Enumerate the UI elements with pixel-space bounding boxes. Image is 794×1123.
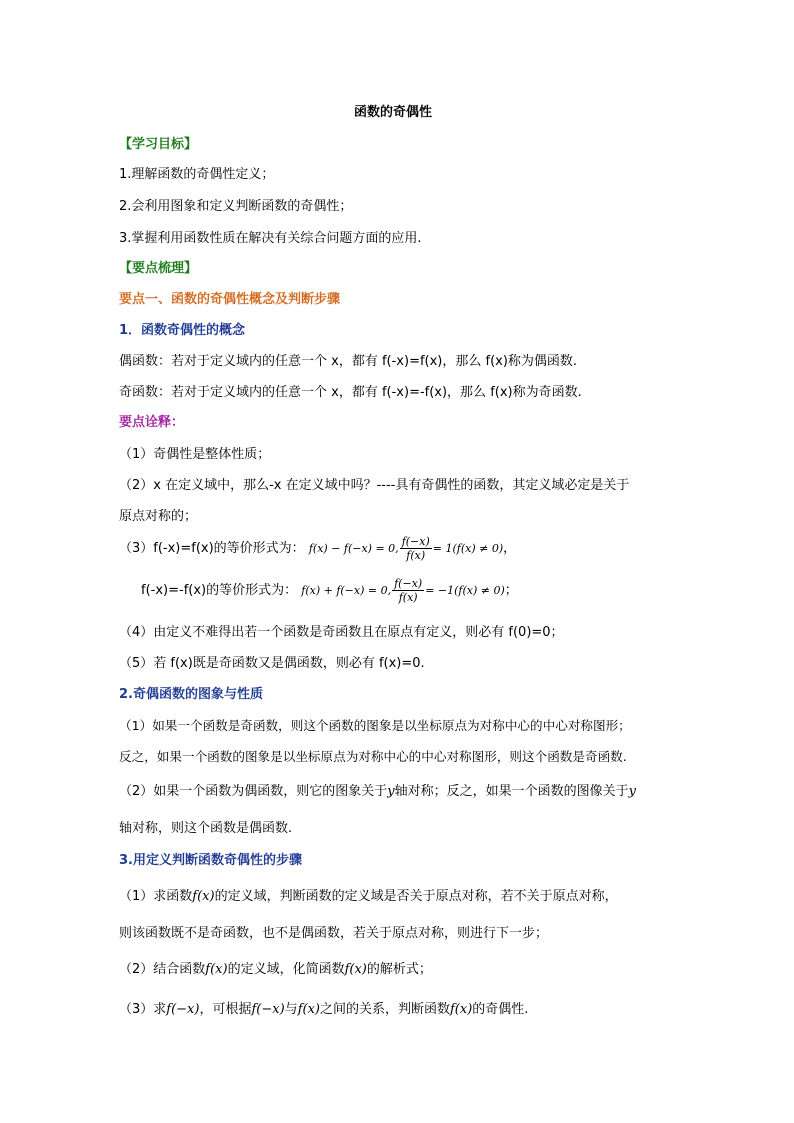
fraction-denominator: f(x): [406, 549, 426, 562]
note-5: （5）若 f(x)既是奇函数又是偶函数，则必有 f(x)=0.: [119, 656, 425, 671]
section-heading-goals: 【学习目标】: [119, 137, 198, 152]
note-2-line-2: 原点对称的；: [119, 509, 198, 524]
step-1-line-2: 则该函数既不是奇函数，也不是偶函数，若关于原点对称，则进行下一步；: [119, 926, 549, 941]
step-1-text-post: 的定义域，判断函数的定义域是否关于原点对称，若不关于原点对称，: [214, 889, 618, 904]
key-point-1-heading: 要点一、函数的奇偶性概念及判断步骤: [119, 292, 341, 307]
note-2-line-1: （2）x 在定义域中，那么-x 在定义域中吗？----具有奇偶性的函数，其定义域必定是关于: [119, 478, 630, 493]
equation-even-difference: f(x) − f(−x) = 0,: [308, 542, 399, 555]
even-function-definition: 偶函数：若对于定义域内的任意一个 x，都有 f(-x)=f(x)，那么 f(x)称为偶函数.: [119, 354, 578, 369]
graph-point-2-line-1: [119, 783, 636, 801]
page-title: 函数的奇偶性: [354, 105, 433, 120]
math-f-neg-x: f(−x): [251, 1002, 285, 1017]
fraction-numerator: f(−x): [401, 535, 430, 548]
graph-point-2-line-2: 轴对称，则这个函数是偶函数.: [119, 821, 293, 836]
step-3-text-post: 的奇偶性.: [472, 1002, 529, 1017]
step-3: [119, 1001, 528, 1019]
graph-point-1-line-1: （1）如果一个函数是奇函数，则这个函数的图象是以坐标原点为对称中心的中心对称图形；: [119, 718, 631, 733]
math-y: y: [628, 784, 637, 799]
math-fx: f(x): [205, 962, 228, 977]
fraction-even: [400, 535, 432, 562]
step-3-text-mid3: 之间的关系，判断函数: [319, 1002, 450, 1017]
goal-1: 1.理解函数的奇偶性定义；: [119, 167, 275, 182]
equation-even-ratio: = 1(f(x) ≠ 0): [432, 542, 504, 555]
fraction-denominator: f(x): [398, 591, 418, 604]
note-1: （1）奇偶性是整体性质；: [119, 447, 271, 462]
math-fx: f(x): [192, 889, 215, 904]
equation-odd-ratio: = −1(f(x) ≠ 0): [425, 584, 505, 597]
math-f-neg-x: f(−x): [166, 1002, 200, 1017]
math-fx: f(x): [450, 1002, 473, 1017]
note-3-line-1: [119, 535, 516, 563]
step-2-text-mid: 的定义域，化简函数: [227, 962, 345, 977]
note-3-prefix: （3）f(-x)=f(x)的等价形式为：: [119, 541, 305, 556]
section-heading-summary: 【要点梳理】: [119, 261, 198, 276]
step-2: [119, 961, 432, 979]
subheading-concept: 1．函数奇偶性的概念: [119, 323, 246, 338]
goal-2: 2.会利用图象和定义判断函数的奇偶性；: [119, 199, 353, 214]
goal-3: 3.掌握利用函数性质在解决有关综合问题方面的应用.: [119, 231, 422, 246]
step-2-text-post: 的解析式；: [366, 962, 432, 977]
note-3-line-2: [141, 577, 518, 605]
step-3-text-mid1: ，可根据: [199, 1002, 252, 1017]
subheading-steps: 3.用定义判断函数奇偶性的步骤: [119, 853, 302, 868]
graph-point-2-text-mid: 轴对称；反之，如果一个函数的图像关于: [394, 784, 629, 799]
step-3-text-mid2: 与: [284, 1002, 298, 1017]
note-3b-suffix: ；: [504, 583, 518, 598]
step-2-text: （2）结合函数: [119, 962, 206, 977]
fraction-odd: [392, 577, 424, 604]
note-heading: 要点诠释：: [119, 415, 185, 430]
note-3b-prefix: f(-x)=-f(x)的等价形式为：: [141, 583, 298, 598]
equation-odd-sum: f(x) + f(−x) = 0,: [301, 584, 392, 597]
math-y: y: [387, 784, 395, 799]
note-3-suffix: ，: [503, 541, 517, 556]
note-4: （4）由定义不难得出若一个函数是奇函数且在原点有定义，则必有 f(0)=0；: [119, 625, 564, 640]
subheading-graph: 2.奇偶函数的图象与性质: [119, 687, 263, 702]
math-fx: f(x): [344, 962, 367, 977]
step-3-text: （3）求: [119, 1002, 167, 1017]
fraction-numerator: f(−x): [394, 577, 423, 590]
math-fx: f(x): [297, 1002, 320, 1017]
step-1-line-1: [119, 888, 618, 906]
step-1-text: （1）求函数: [119, 889, 193, 904]
graph-point-1-line-2: 反之，如果一个函数的图象是以坐标原点为对称中心的中心对称图形，则这个函数是奇函数.: [119, 749, 627, 764]
graph-point-2-text: （2）如果一个函数为偶函数，则它的图象关于: [119, 784, 388, 799]
odd-function-definition: 奇函数：若对于定义域内的任意一个 x，都有 f(-x)=-f(x)，那么 f(x)称为奇函数.: [119, 385, 582, 400]
